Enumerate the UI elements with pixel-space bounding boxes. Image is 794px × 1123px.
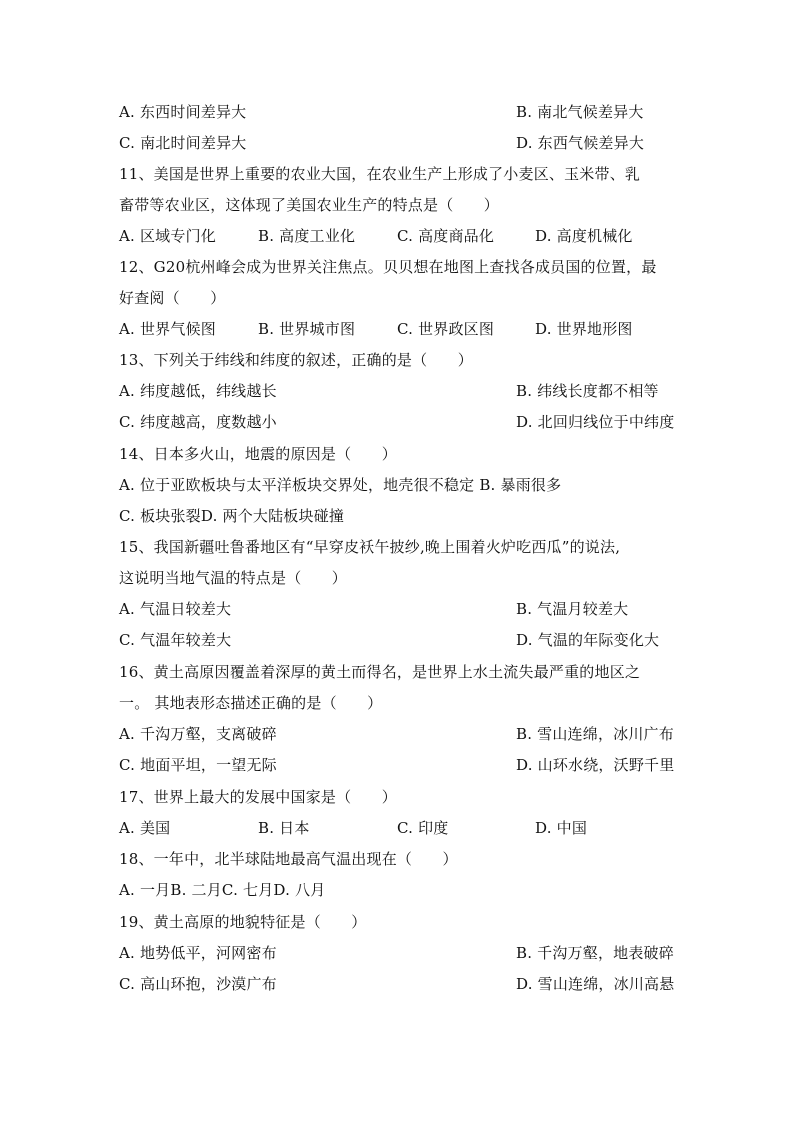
q11-option-c: C. 高度商品化	[397, 227, 495, 245]
q15-options-row2	[119, 630, 660, 650]
q18-options: A. 一月B. 二月C. 七月D. 八月	[119, 881, 326, 899]
q19-option-b: B. 千沟万壑，地表破碎	[516, 944, 674, 962]
q16-stem-line1: 16、黄土高原因覆盖着深厚的黄土而得名，是世界上水土流失最严重的地区之	[119, 663, 641, 681]
q15-stem-line1: 15、我国新疆吐鲁番地区有“早穿皮袄午披纱,晚上围着火炉吃西瓜”的说法,	[119, 538, 621, 556]
q13-stem: 13、下列关于纬线和纬度的叙述，正确的是（ ）	[119, 351, 473, 369]
q16-option-c: C. 地面平坦，一望无际	[119, 756, 277, 774]
q15-option-d: D. 气温的年际变化大	[516, 631, 660, 649]
q14-stem: 14、日本多火山，地震的原因是（ ）	[119, 445, 397, 463]
q12-option-c: C. 世界政区图	[397, 320, 495, 338]
q13-options-row2	[119, 412, 675, 432]
q19-options-row2	[119, 974, 675, 994]
q13-option-c: C. 纬度越高，度数越小	[119, 413, 277, 431]
q10-option-c: C. 南北时间差异大	[119, 134, 247, 152]
q12-option-b: B. 世界城市图	[258, 320, 356, 338]
q17-option-d: D. 中国	[535, 819, 588, 837]
q13-options-row1	[119, 381, 659, 401]
q12-stem-line1: 12、G20杭州峰会成为世界关注焦点。贝贝想在地图上查找各成员国的位置，最	[119, 258, 657, 276]
q13-option-b: B. 纬线长度都不相等	[516, 382, 659, 400]
q19-option-d: D. 雪山连绵，冰川高悬	[516, 975, 675, 993]
q15-option-a: A. 气温日较差大	[119, 600, 232, 618]
q13-option-d: D. 北回归线位于中纬度	[516, 413, 675, 431]
q15-stem-line2: 这说明当地气温的特点是（ ）	[119, 569, 348, 587]
q19-option-a: A. 地势低平，河网密布	[119, 944, 277, 962]
q17-option-a: A. 美国	[119, 819, 171, 837]
q12-option-d: D. 世界地形图	[535, 320, 633, 338]
q12-stem-line2: 好查阅（ ）	[119, 289, 226, 307]
q14-options-cd: C. 板块张裂D. 两个大陆板块碰撞	[119, 507, 345, 525]
q11-option-b: B. 高度工业化	[258, 227, 356, 245]
q12-option-a: A. 世界气候图	[119, 320, 216, 338]
q15-options-row1	[119, 599, 629, 619]
q19-options-row1	[119, 943, 674, 963]
q10-option-d: D. 东西气候差异大	[516, 134, 645, 152]
q15-option-b: B. 气温月较差大	[516, 600, 629, 618]
q10-options-row2	[119, 133, 645, 153]
q11-option-a: A. 区域专门化	[119, 227, 216, 245]
q10-options-row1	[119, 102, 644, 122]
q11-stem-line1: 11、美国是世界上重要的农业大国，在农业生产上形成了小麦区、玉米带、乳	[119, 165, 641, 183]
q18-stem: 18、一年中，北半球陆地最高气温出现在（ ）	[119, 850, 458, 868]
q16-option-d: D. 山环水绕，沃野千里	[516, 756, 675, 774]
q17-option-b: B. 日本	[258, 819, 310, 837]
q10-option-b: B. 南北气候差异大	[516, 103, 644, 121]
q16-stem-line2: 一。 其地表形态描述正确的是（ ）	[119, 694, 383, 712]
q17-option-c: C. 印度	[397, 819, 449, 837]
q15-option-c: C. 气温年较差大	[119, 631, 232, 649]
q16-options-row2	[119, 755, 675, 775]
q14-options-ab: A. 位于亚欧板块与太平洋板块交界处，地壳很不稳定 B. 暴雨很多	[119, 476, 562, 494]
q11-stem-line2: 畜带等农业区，这体现了美国农业生产的特点是（ ）	[119, 196, 500, 214]
q16-option-a: A. 千沟万壑，支离破碎	[119, 725, 277, 743]
q19-stem: 19、黄土高原的地貌特征是（ ）	[119, 913, 367, 931]
q10-option-a: A. 东西时间差异大	[119, 103, 247, 121]
q16-options-row1	[119, 724, 674, 744]
q17-stem: 17、世界上最大的发展中国家是（ ）	[119, 788, 397, 806]
q13-option-a: A. 纬度越低，纬线越长	[119, 382, 277, 400]
q11-option-d: D. 高度机械化	[535, 227, 633, 245]
q19-option-c: C. 高山环抱，沙漠广布	[119, 975, 277, 993]
q16-option-b: B. 雪山连绵，冰川广布	[516, 725, 674, 743]
